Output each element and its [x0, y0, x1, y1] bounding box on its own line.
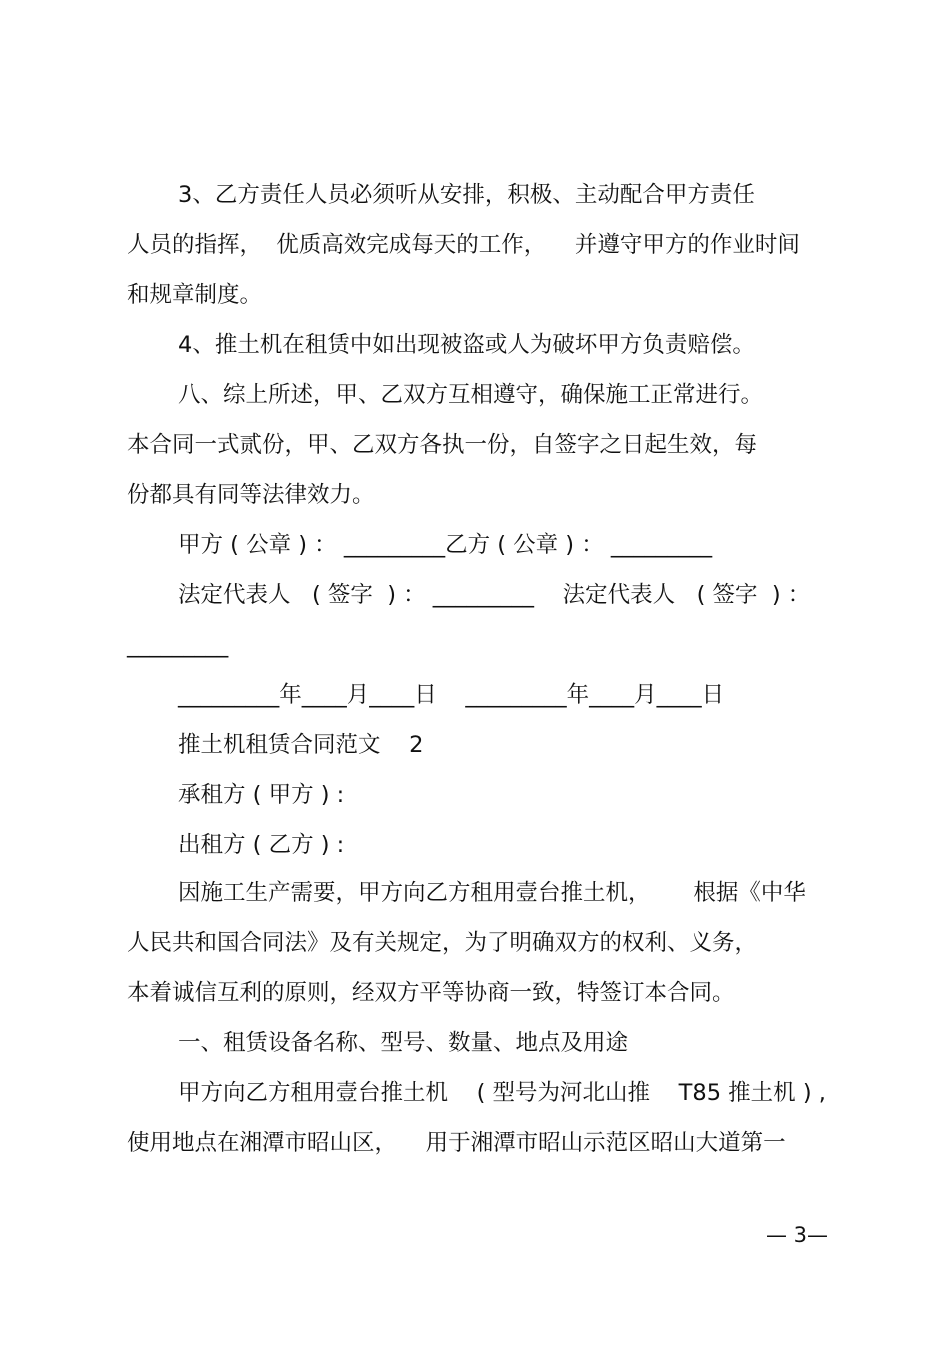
section-1-line-1: 甲方向乙方租用壹台推土机 ( 型号为河北山推 T85 推土机 ) , [178, 1080, 826, 1106]
preamble-line-3: 本着诚信互利的原则，经双方平等协商一致，特签订本合同。 [127, 980, 735, 1006]
clause-3-line-2: 人员的指挥， 优质高效完成每天的工作， 并遵守甲方的作业时间 [127, 232, 800, 258]
party-seal-line: 甲方 ( 公章 ) ： _________乙方 ( 公章 ) ： _________ [178, 532, 713, 558]
legal-representative-line: 法定代表人 ( 签字 ) ： _________ 法定代表人 ( 签字 ) ： [178, 582, 811, 608]
page-number: — 3— [765, 1223, 828, 1247]
clause-4-line: 4、推土机在租赁中如出现被盗或人为破坏甲方负责赔偿。 [178, 332, 755, 358]
clause-3-line-1: 3、乙方责任人员必须听从安排，积极、主动配合甲方责任 [178, 182, 755, 208]
lessor-line: 出租方 ( 乙方 ) : [178, 832, 345, 858]
preamble-line-1: 因施工生产需要，甲方向乙方租用壹台推土机， 根据《中华 [178, 880, 806, 906]
clause-3-line-3: 和规章制度。 [127, 282, 263, 308]
lessee-line: 承租方 ( 甲方 ) : [178, 782, 345, 808]
section-8-line-3: 份都具有同等法律效力。 [127, 482, 375, 508]
section-1-heading: 一、租赁设备名称、型号、数量、地点及用途 [178, 1030, 629, 1056]
signature-blank: _________ [127, 632, 229, 658]
section-8-line-1: 八、综上所述，甲、乙双方互相遵守，确保施工正常进行。 [178, 382, 764, 408]
section-1-line-2: 使用地点在湘潭市昭山区， 用于湘潭市昭山示范区昭山大道第一 [127, 1130, 786, 1156]
preamble-line-2: 人民共和国合同法》及有关规定，为了明确双方的权利、义务， [127, 930, 758, 956]
date-line: _________年____月____日 _________年____月____日 [178, 682, 725, 708]
section-8-line-2: 本合同一式贰份，甲、乙双方各执一份，自签字之日起生效，每 [127, 432, 758, 458]
template-2-title: 推土机租赁合同范文 2 [178, 732, 424, 758]
